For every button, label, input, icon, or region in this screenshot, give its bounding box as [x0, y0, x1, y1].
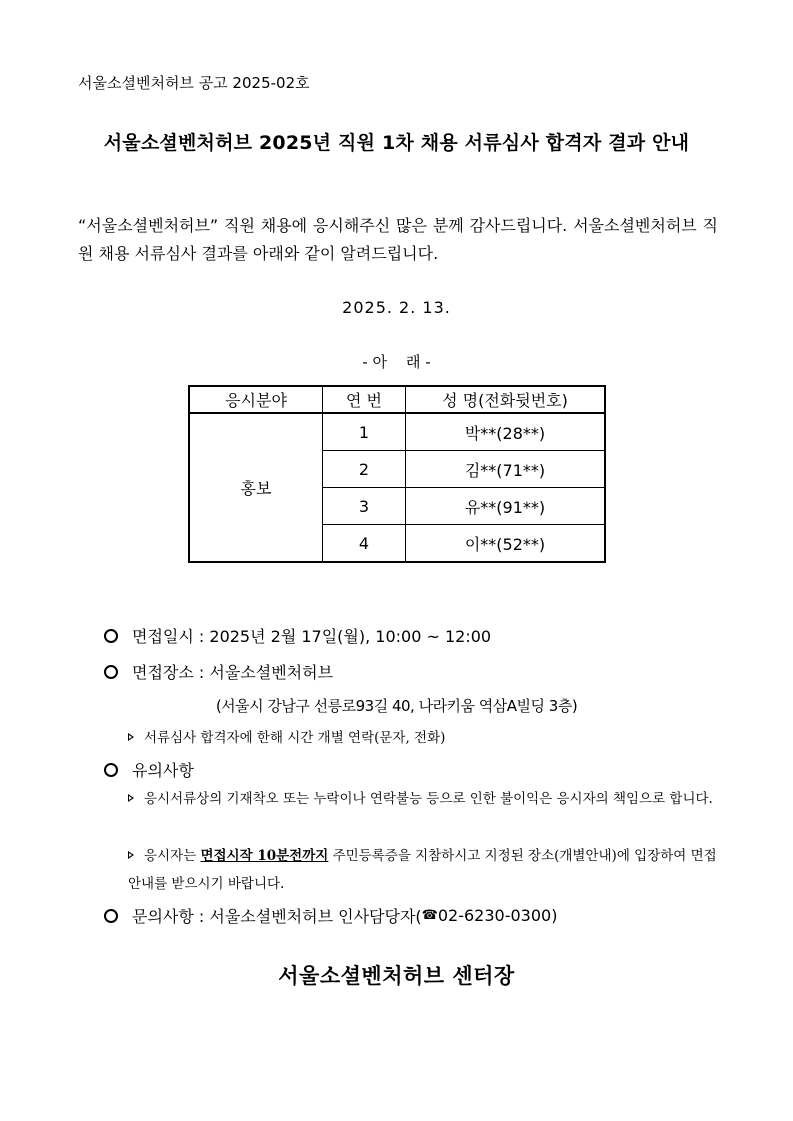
notes-heading: 유의사항 [132, 761, 194, 780]
notes-heading-item [104, 758, 194, 781]
intro-paragraph: “서울소셜벤처허브” 직원 채용에 응시해주신 많은 분께 감사드립니다. 서울소셜벤처허브 직원 채용 서류심사 결과를 아래와 같이 알려드립니다. [78, 216, 718, 263]
note-2-prefix: 응시자는 [144, 848, 201, 864]
name-cell: 유**(91**) [406, 488, 606, 525]
name-cell: 이**(52**) [406, 525, 606, 563]
address-text: (서울시 강남구 선릉로93길 40, 나라키움 역삼A빌딩 3층) [215, 697, 578, 715]
page-title: 서울소셜벤처허브 2025년 직원 1차 채용 서류심사 합격자 결과 안내 [103, 132, 690, 154]
name-cell: 김**(71**) [406, 451, 606, 488]
triangle-bullet-icon [128, 794, 134, 802]
header-name: 성 명(전화뒷번호) [406, 386, 606, 413]
interview-place-item [104, 660, 333, 683]
number-cell: 1 [323, 413, 406, 451]
name-cell: 박**(28**) [406, 413, 606, 451]
interview-date-text: 면접일시 : 2025년 2월 17일(월), 10:00 ~ 12:00 [132, 627, 492, 646]
circle-bullet-icon [104, 763, 118, 777]
number-cell: 3 [323, 488, 406, 525]
note-1-text: 응시서류상의 기재착오 또는 누락이나 연락불능 등으로 인한 불이익은 응시자의 책임으로 합니다. [144, 791, 713, 807]
header-field: 응시분야 [189, 386, 323, 413]
inquiry-phone: 02-6230-0300) [437, 906, 558, 925]
phone-icon: ☎ [421, 908, 438, 923]
inquiry-prefix: 문의사항 : 서울소셜벤처허브 인사담당자( [132, 907, 422, 926]
table-row [189, 413, 605, 451]
triangle-bullet-icon [128, 733, 134, 741]
interview-date-item [104, 624, 491, 647]
circle-bullet-icon [104, 909, 118, 923]
note-2-emphasis: 면접시작 10분전까지 [200, 848, 329, 864]
triangle-bullet-icon [128, 851, 134, 859]
inquiry-item [104, 904, 557, 927]
note-2 [128, 842, 720, 898]
note-1 [128, 785, 720, 813]
field-cell: 홍보 [189, 413, 323, 562]
contact-note-text: 서류심사 합격자에 한해 시간 개별 연락(문자, 전화) [144, 730, 446, 746]
notice-number: 서울소셜벤처허브 공고 2025-02호 [78, 74, 310, 92]
result-table [188, 385, 606, 563]
contact-note [128, 724, 445, 752]
circle-bullet-icon [104, 629, 118, 643]
table-header-row [189, 386, 605, 413]
number-cell: 2 [323, 451, 406, 488]
number-cell: 4 [323, 525, 406, 563]
circle-bullet-icon [104, 665, 118, 679]
notice-date: 2025. 2. 13. [342, 298, 451, 317]
note-2-suffix: 주민등록증을 지참하시고 지정된 장소(개별안내)에 입장하여 면접안내를 받으시기 바랍니다. [128, 848, 717, 892]
signature: 서울소셜벤처허브 센터장 [278, 964, 515, 988]
below-label: - 아 래 - [362, 353, 431, 371]
interview-place-text: 면접장소 : 서울소셜벤처허브 [132, 663, 334, 682]
header-number: 연 번 [323, 386, 406, 413]
